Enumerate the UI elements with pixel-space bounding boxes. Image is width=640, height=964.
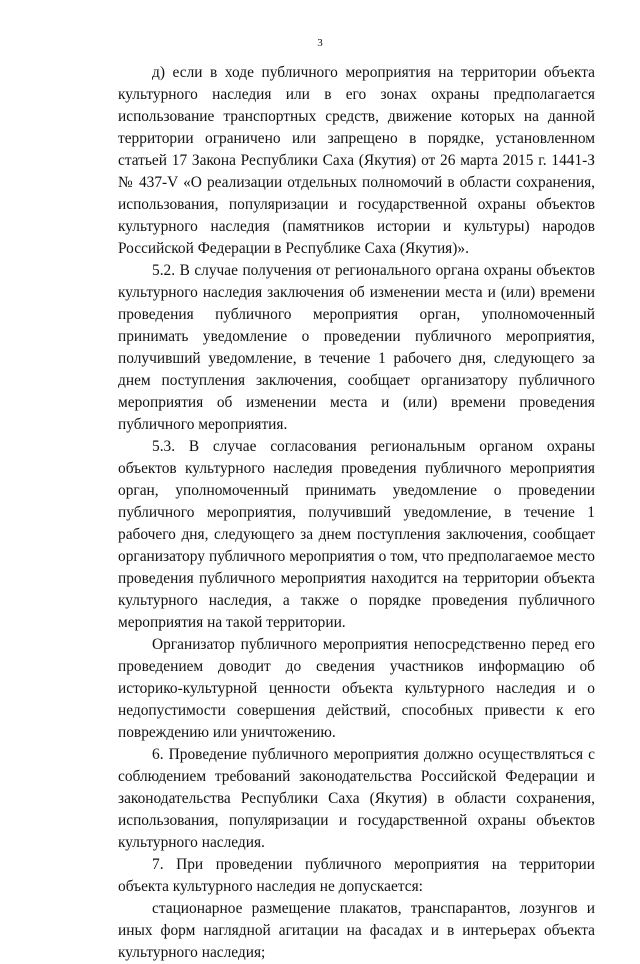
paragraph-7: 7. При проведении публичного мероприятия на территории объекта культурного наследия не допускается: xyxy=(118,856,595,895)
paragraph-5-3: 5.3. В случае согласования региональным органом охраны объектов культурного наследия проведения публичного мероприятия орган, уполномоченный принимать уведомление о проведении публичного мероприятия, получивший уведомление, в течение 1 рабочего дня, следующего за днем поступления заключения, сообщает организатору публичного мероприятия о том, что предполагаемое место проведения публичного мероприятия находится на территории объекта культурного наследия, а также о порядке проведения публичного мероприятия на такой территории. xyxy=(118,438,595,631)
paragraph-5-2: 5.2. В случае получения от регионального органа охраны объектов культурного наследия заключения об изменении места и (или) времени проведения публичного мероприятия орган, уполномоченный принимать уведомление о проведении публичного мероприятия, получивший уведомление, в течение 1 рабочего дня, следующего за днем поступления заключения, сообщает организатору публичного мероприятия об изменении места и (или) времени проведения публичного мероприятия. xyxy=(118,262,595,433)
page-number: 3 xyxy=(317,37,323,49)
paragraph-7-list-item: стационарное размещение плакатов, транспарантов, лозунгов и иных форм наглядной агитации на фасадах и в интерьерах объекта культурного наследия; xyxy=(118,900,595,961)
document-body xyxy=(118,62,595,964)
paragraph-organizer-duty: Организатор публичного мероприятия непосредственно перед его проведением доводит до сведения участников информацию об историко-культурной ценности объекта культурного наследия и о недопустимости совершения действий, способных привести к его повреждению или уничтожению. xyxy=(118,636,595,741)
paragraph-6: 6. Проведение публичного мероприятия должно осуществляться с соблюдением требований законодательства Российской Федерации и законодательства Республики Саха (Якутия) в области сохранения, использования, популяризации и государственной охраны объектов культурного наследия. xyxy=(118,746,595,851)
paragraph-item-d: д) если в ходе публичного мероприятия на территории объекта культурного наследия или в его зонах охраны предполагается использование транспортных средств, движение которых на данной территории ограничено или запрещено в порядке, установленном статьей 17 Закона Республики Саха (Якутия) от 26 марта 2015 г. 1441-З № 437-V «О реализации отдельных полномочий в области сохранения, использования, популяризации и государственной охраны объектов культурного наследия (памятников истории и культуры) народов Российской Федерации в Республике Саха (Якутия)». xyxy=(118,64,595,257)
